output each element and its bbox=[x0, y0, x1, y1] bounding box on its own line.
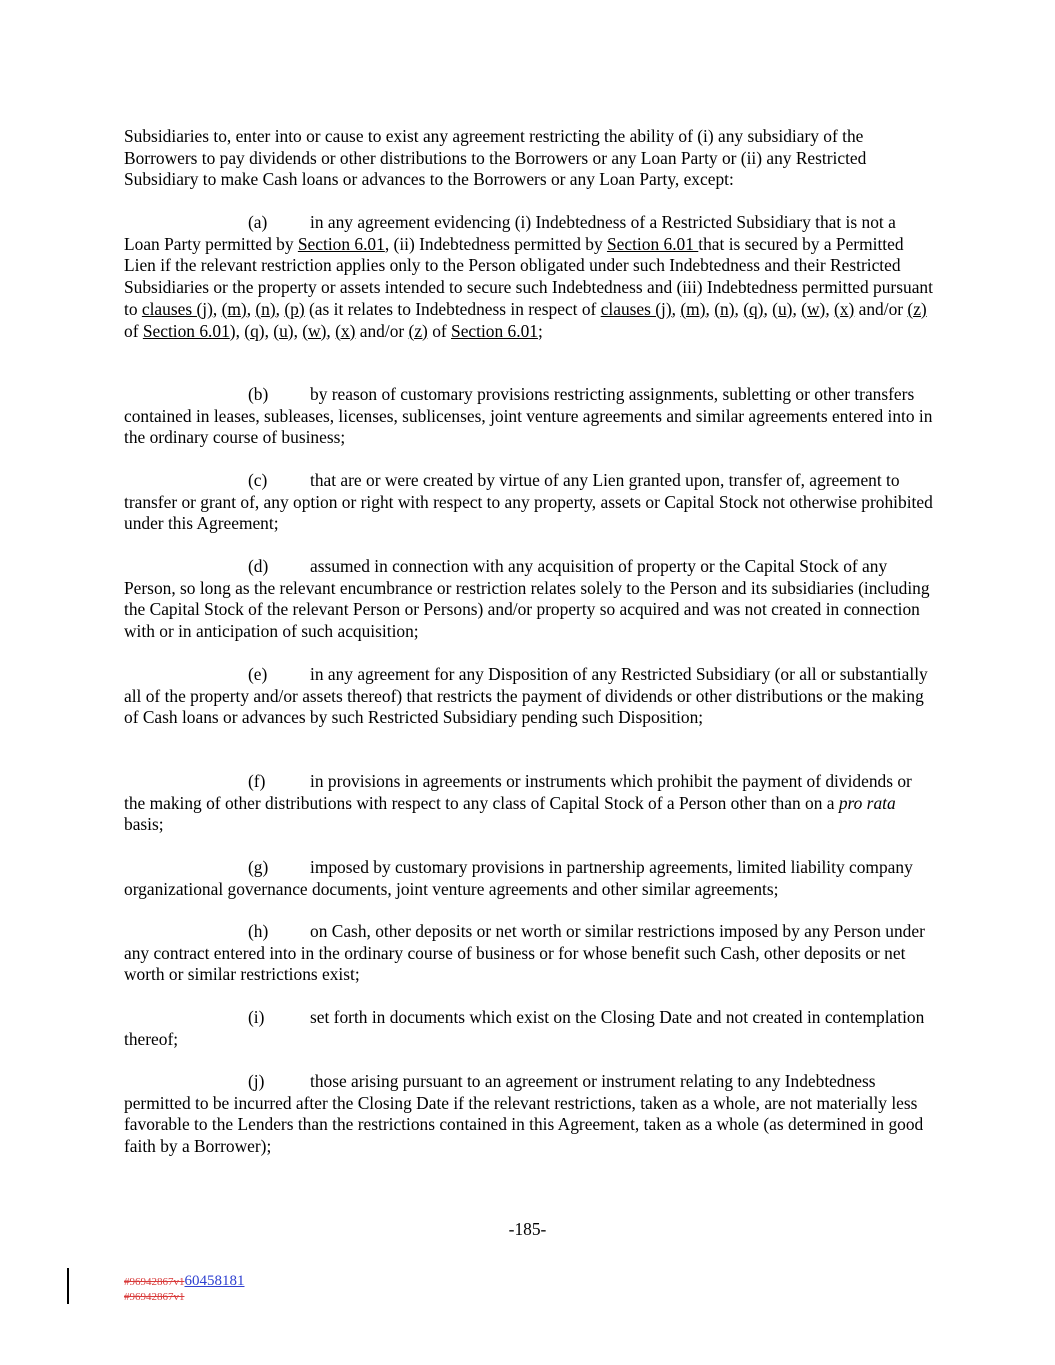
clause-a-text: of bbox=[124, 320, 143, 341]
clause-i-text: set forth in documents which exist on the Closing Date and not created in contemplation thereof; bbox=[124, 1007, 925, 1049]
section-ref: Section 6.01 bbox=[451, 320, 538, 341]
clause-d-text: assumed in connection with any acquisition of property or the Capital Stock of any Person, so long as the relevant encumbrance or restriction relates solely to the Person and its subsidiaries (including the Capital Stock of the relevant Person or Persons) and/or property so acquired and was not created in connection with or in anticipation of such acquisition; bbox=[124, 556, 930, 642]
clause-a-text: and/or bbox=[854, 298, 908, 319]
clause-ref: (w) bbox=[801, 298, 826, 319]
clause-c-label: (c) bbox=[248, 470, 268, 490]
doc-id-deleted: #96942867v1 bbox=[124, 1276, 185, 1288]
sep: , bbox=[734, 298, 744, 319]
intro-paragraph: Subsidiaries to, enter into or cause to exist any agreement restricting the ability of (i) any subsidiary of the Borrowers to pay dividends or other distributions to the Borrowers or any Loan Party or (ii) any Restricted Subsidiary to make Cash loans or advances to the Borrowers or any Loan Party, except: bbox=[124, 126, 867, 190]
clause-f-text: basis; bbox=[124, 814, 164, 835]
clause-a-text: ), bbox=[229, 320, 245, 341]
clause-ref: (p) bbox=[284, 298, 305, 319]
sep: , bbox=[264, 320, 274, 341]
sep: , bbox=[763, 298, 773, 319]
sep: , bbox=[792, 298, 802, 319]
clause-d-label: (d) bbox=[248, 556, 269, 576]
clause-a-text: , (ii) Indebtedness permitted by bbox=[384, 233, 607, 254]
clause-b-text: by reason of customary provisions restricting assignments, subletting or other transfers contained in leases, subleases, licenses, sublicenses, joint venture agreements and similar agreements entered into in the ordinary course of business; bbox=[124, 384, 933, 448]
section-ref: Section 6.01 bbox=[606, 233, 699, 254]
clause-g-label: (g) bbox=[248, 857, 269, 877]
clause-h bbox=[124, 921, 934, 986]
clause-ref: (q) bbox=[743, 298, 764, 319]
clause-ref: (w) bbox=[302, 320, 327, 341]
clause-ref: (m) bbox=[680, 298, 706, 319]
clause-ref: (n) bbox=[714, 298, 735, 319]
clause-g-text: imposed by customary provisions in partnership agreements, limited liability company organizational governance documents, joint venture agreements and other similar agreements; bbox=[124, 857, 913, 899]
clause-ref: (u) bbox=[273, 320, 294, 341]
clause-a-text: of bbox=[427, 320, 452, 341]
clause-e bbox=[124, 664, 934, 729]
sep: , bbox=[246, 298, 256, 319]
clause-b bbox=[124, 384, 934, 449]
clause-f-italic: pro rata bbox=[838, 792, 896, 813]
clause-b-label: (b) bbox=[248, 384, 269, 404]
clause-c bbox=[124, 470, 934, 535]
clause-j-label: (j) bbox=[248, 1071, 265, 1091]
page-number: -185- bbox=[508, 1219, 547, 1239]
clause-ref: (z) bbox=[907, 298, 927, 319]
clause-a-text: ; bbox=[537, 320, 543, 341]
sep: , bbox=[825, 298, 835, 319]
clause-g bbox=[124, 857, 934, 900]
clause-a-text: in any agreement evidencing (i) Indebtedness of a Restricted Subsidiary that is not a Loan Party permitted by bbox=[124, 212, 896, 254]
clause-a-text: that is secured by a Permitted Lien if the relevant restriction applies only to the Person obligated under such Indebtedness and their Restricted Subsidiaries or the property or assets intended to secure such Indebtedness and (iii) Indebtedness permitted pursuant to bbox=[124, 233, 933, 319]
clause-e-text: in any agreement for any Disposition of any Restricted Subsidiary (or all or substantially all of the property and/or assets thereof) that restricts the payment of dividends or other distributions or the making of Cash loans or advances by such Restricted Subsidiary pending such Disposition; bbox=[124, 664, 928, 728]
clause-e-label: (e) bbox=[248, 664, 268, 684]
clause-f-label: (f) bbox=[248, 771, 266, 791]
sep: , bbox=[326, 320, 336, 341]
clause-h-label: (h) bbox=[248, 921, 269, 941]
sep: , bbox=[212, 298, 222, 319]
doc-id-inserted: 60458181 bbox=[184, 1273, 245, 1289]
clause-f bbox=[124, 771, 934, 836]
clause-a bbox=[124, 212, 934, 342]
sep: , bbox=[275, 298, 285, 319]
clause-h-text: on Cash, other deposits or net worth or similar restrictions imposed by any Person under any contract entered into in the ordinary course of business or for whose benefit such Cash, other deposits or net worth or similar restrictions exist; bbox=[124, 921, 925, 985]
clause-ref: (u) bbox=[772, 298, 793, 319]
section-ref: Section 6.01 bbox=[297, 233, 385, 254]
clause-a-label: (a) bbox=[248, 212, 268, 232]
clause-i-label: (i) bbox=[248, 1007, 265, 1027]
clause-a-text: (as it relates to Indebtedness in respect of bbox=[304, 298, 601, 319]
clause-j-text: those arising pursuant to an agreement or instrument relating to any Indebtedness permitted to be incurred after the Closing Date if the relevant restrictions, taken as a whole, are not materially less favorable to the Lenders than the restrictions contained in this Agreement, taken as a whole (as determined in good faith by a Borrower); bbox=[124, 1071, 924, 1157]
sep: , bbox=[293, 320, 303, 341]
clause-ref: (q) bbox=[244, 320, 265, 341]
doc-id-deleted-2: #96942867v1 bbox=[124, 1291, 185, 1303]
clause-d bbox=[124, 556, 934, 643]
sep: , bbox=[671, 298, 681, 319]
clause-ref: (m) bbox=[221, 298, 247, 319]
clause-a-text: and/or bbox=[355, 320, 409, 341]
clause-ref: (x) bbox=[335, 320, 356, 341]
clause-j bbox=[124, 1071, 934, 1158]
clause-ref: (n) bbox=[255, 298, 276, 319]
change-bar bbox=[67, 1268, 69, 1304]
clause-f-text: in provisions in agreements or instruments which prohibit the payment of dividends or the making of other distributions with respect to any class of Capital Stock of a Person other than on a bbox=[124, 771, 912, 813]
clause-ref: clauses (j) bbox=[600, 298, 672, 319]
section-ref: Section 6.01 bbox=[142, 320, 230, 341]
clause-ref: (z) bbox=[408, 320, 428, 341]
doc-id-line-2 bbox=[124, 1291, 185, 1304]
clause-c-text: that are or were created by virtue of any Lien granted upon, transfer of, agreement to transfer or grant of, any option or right with respect to any property, assets or Capital Stock not otherwise prohibited under this Agreement; bbox=[124, 470, 933, 534]
sep: , bbox=[705, 298, 715, 319]
clause-i bbox=[124, 1007, 934, 1050]
doc-id-line-1 bbox=[124, 1275, 245, 1289]
clause-ref: (x) bbox=[834, 298, 855, 319]
clause-ref: clauses (j) bbox=[141, 298, 213, 319]
